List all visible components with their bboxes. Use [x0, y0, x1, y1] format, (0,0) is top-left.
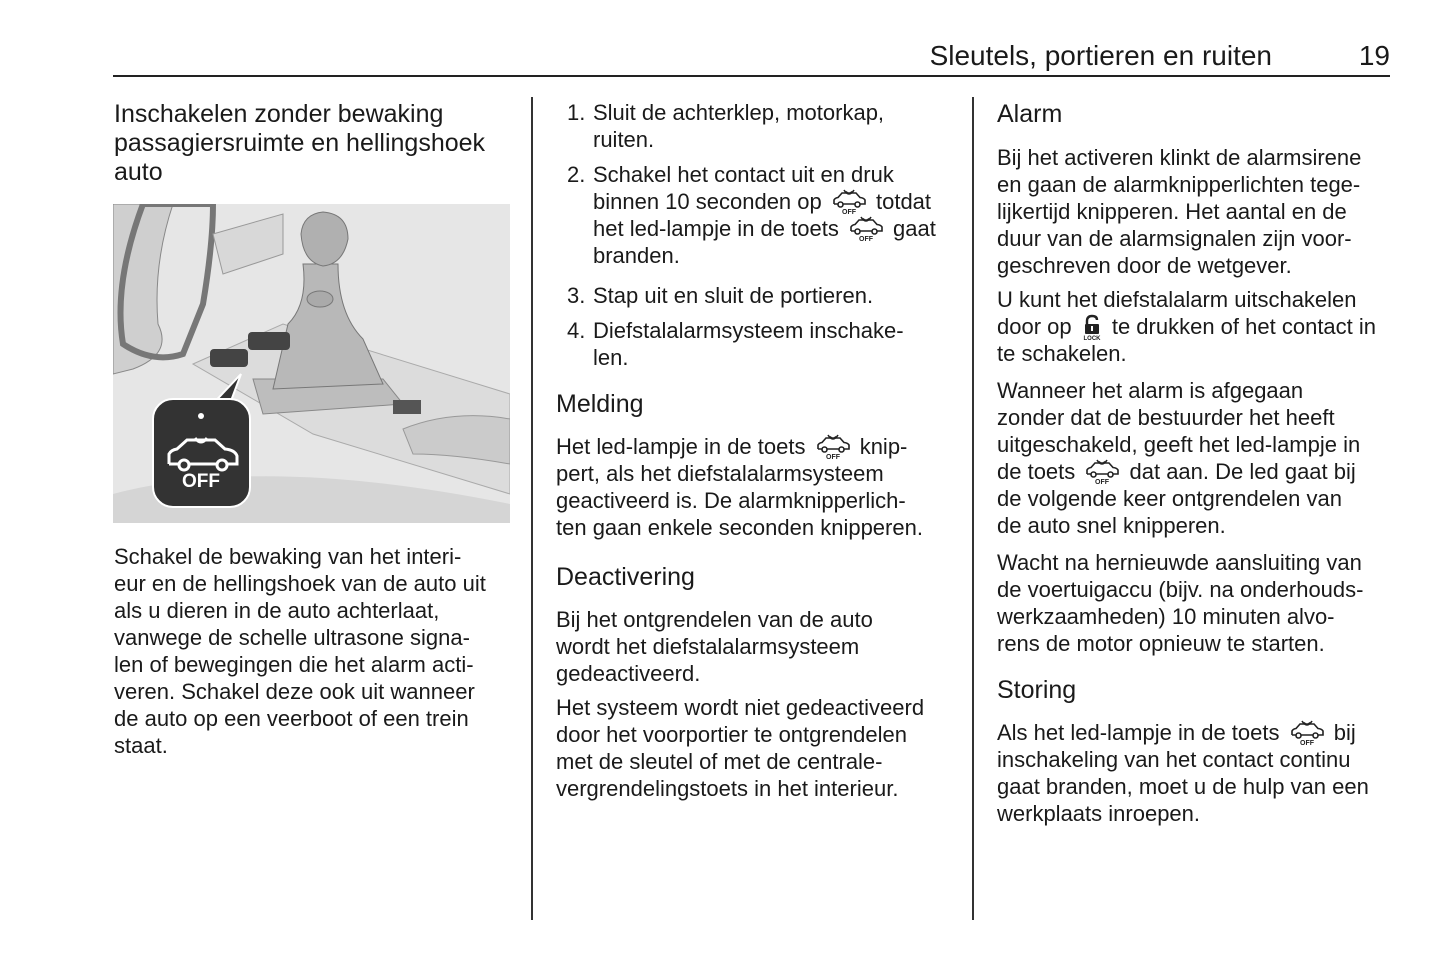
alarm-off-button-icon: [848, 216, 884, 242]
paragraph: [997, 144, 1361, 279]
text-line: de volgende keer ontgrendelen van: [997, 486, 1342, 511]
list-number: 3.: [567, 283, 586, 308]
text-line: Bij het activeren klinkt de alarmsirene: [997, 145, 1362, 170]
paragraph: [556, 606, 873, 687]
text-line: lijkertijd knipperen. Het aantal en de: [997, 199, 1347, 224]
text-line: Melding: [556, 390, 644, 418]
text-line: rens de motor opnieuw te starten.: [997, 631, 1325, 656]
alarm-off-button-icon: [831, 189, 867, 215]
text-line: wordt het diefstalalarmsysteem: [556, 634, 860, 659]
text-line: Deactivering: [556, 563, 695, 591]
text-line: door op LOCK te drukken of het contact in: [997, 314, 1377, 340]
text-line: Inschakelen zonder bewaking: [114, 100, 444, 128]
section-heading: [114, 100, 485, 187]
heading-deactivering: [556, 563, 695, 592]
heading-alarm: [997, 100, 1062, 129]
paragraph: [997, 549, 1363, 657]
text-line: het led-lampje in de toets OFF gaat: [593, 216, 936, 242]
off-button-label: OFF: [182, 471, 220, 492]
list-number: 4.: [567, 318, 586, 343]
text-line: uitgeschakeld, geeft het led-lampje in: [997, 432, 1361, 457]
paragraph: [997, 286, 1376, 367]
list-text: [593, 282, 873, 309]
text-line: inschakeling van het contact continu: [997, 747, 1351, 772]
text-line: len.: [593, 345, 629, 370]
text-line: Wanneer het alarm is afgegaan: [997, 378, 1304, 403]
text-line: ruiten.: [593, 127, 655, 152]
page-number: 19: [1358, 40, 1390, 71]
svg-text:OFF: OFF: [825, 454, 840, 460]
text-line: duur van de alarmsignalen zijn voor-: [997, 226, 1352, 251]
text-line: eur en de hellingshoek van de auto uit: [114, 571, 486, 596]
paragraph: [997, 719, 1369, 827]
heading-melding: [556, 390, 644, 419]
text-line: door het voorportier te ontgrendelen: [556, 722, 908, 747]
svg-text:LOCK: LOCK: [1083, 336, 1101, 340]
svg-text:OFF: OFF: [1299, 740, 1314, 746]
text-line: te schakelen.: [997, 341, 1127, 366]
text-line: veren. Schakel deze ook uit wanneer: [114, 679, 475, 704]
text-line: branden.: [593, 243, 680, 268]
text-line: als u dieren in de auto achterlaat,: [114, 598, 440, 623]
text-line: Als het led-lampje in de toets OFF bij: [997, 720, 1356, 746]
text-line: Wacht na hernieuwde aansluiting van: [997, 550, 1362, 575]
text-line: Stap uit en sluit de portieren.: [593, 283, 874, 308]
text-line: Diefstalalarmsysteem inschake-: [593, 318, 904, 343]
list-number: 1.: [567, 100, 586, 125]
paragraph: [556, 694, 924, 802]
text-line: auto: [114, 158, 163, 186]
alarm-off-button-icon: [815, 434, 851, 460]
column-divider: [972, 97, 974, 920]
list-text: [593, 99, 884, 153]
list-text: [593, 161, 936, 269]
text-line: passagiersruimte en hellingshoek: [114, 129, 486, 157]
header-rule: [113, 75, 1390, 77]
text-line: Sluit de achterklep, motorkap,: [593, 100, 885, 125]
section-title: Sleutels, portieren en ruiten: [929, 40, 1272, 71]
svg-text:OFF: OFF: [1095, 479, 1110, 485]
paragraph: [556, 433, 923, 541]
list-number: 2.: [567, 162, 586, 187]
text-line: geschreven door de wetgever.: [997, 253, 1292, 278]
text-line: werkplaats inroepen.: [997, 801, 1201, 826]
text-line: de auto snel knipperen.: [997, 513, 1226, 538]
paragraph: [114, 543, 486, 759]
text-line: de auto op een veerboot of een trein: [114, 706, 469, 731]
text-line: Het systeem wordt niet gedeactiveerd: [556, 695, 925, 720]
text-line: vanwege de schelle ultrasone signa-: [114, 625, 470, 650]
text-line: Bij het ontgrendelen van de auto: [556, 607, 873, 632]
text-line: vergrendelingstoets in het interieur.: [556, 776, 899, 801]
text-line: werkzaamheden) 10 minuten alvo-: [997, 604, 1335, 629]
alarm-off-button-icon: [1289, 720, 1325, 746]
text-line: Schakel de bewaking van het interi-: [114, 544, 462, 569]
text-line: ten gaan enkele seconden knipperen.: [556, 515, 923, 540]
text-line: de voertuigaccu (bijv. na onderhouds-: [997, 577, 1364, 602]
text-line: U kunt het diefstalalarm uitschakelen: [997, 287, 1357, 312]
text-line: Schakel het contact uit en druk: [593, 162, 894, 187]
alarm-off-button-icon: [1084, 459, 1120, 485]
text-line: Het led-lampje in de toets OFF knip-: [556, 434, 908, 460]
text-line: staat.: [114, 733, 168, 758]
unlock-icon: [1081, 314, 1103, 340]
text-line: Storing: [997, 676, 1077, 704]
text-line: binnen 10 seconden op OFF totdat: [593, 189, 932, 215]
column-divider: [531, 97, 533, 920]
svg-text:OFF: OFF: [841, 209, 856, 215]
paragraph: [997, 377, 1360, 539]
text-line: met de sleutel of met de centrale-: [556, 749, 883, 774]
svg-text:OFF: OFF: [858, 236, 873, 242]
text-line: zonder dat de bestuurder het heeft: [997, 405, 1335, 430]
text-line: pert, als het diefstalalarmsysteem: [556, 461, 884, 486]
text-line: geactiveerd is. De alarmknipperlich-: [556, 488, 906, 513]
text-line: Alarm: [997, 100, 1063, 128]
text-line: en gaan de alarmknipperlichten tege-: [997, 172, 1361, 197]
heading-storing: [997, 676, 1076, 705]
console-illustration: [113, 204, 510, 523]
text-line: len of bewegingen die het alarm acti-: [114, 652, 474, 677]
list-text: [593, 317, 904, 371]
text-line: gaat branden, moet u de hulp van een: [997, 774, 1369, 799]
text-line: de toets OFF dat aan. De led gaat bij: [997, 459, 1356, 485]
text-line: gedeactiveerd.: [556, 661, 701, 686]
